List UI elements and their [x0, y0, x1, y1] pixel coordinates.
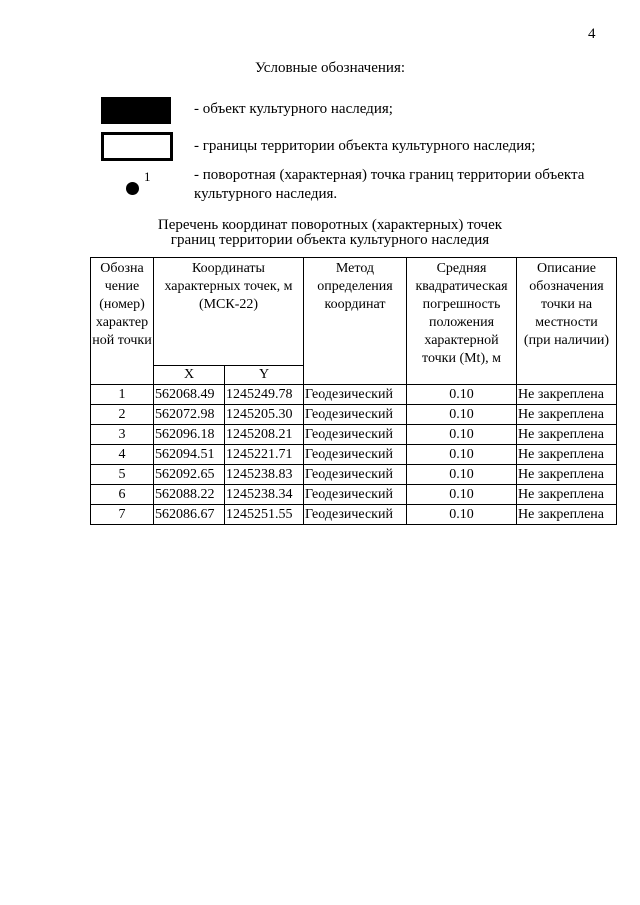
cell-point: 6 [91, 485, 154, 505]
cell-point: 4 [91, 445, 154, 465]
cell-method: Геодезический [304, 445, 407, 465]
coordinates-table [90, 257, 617, 525]
header-coords [154, 258, 304, 366]
cell-y: 1245251.55 [225, 505, 304, 525]
table-row [91, 485, 617, 505]
cell-method: Геодезический [304, 405, 407, 425]
legend-item-turning-point: - поворотная (характерная) точка границ территории объекта культурного наследия. [194, 167, 585, 202]
cell-x: 562094.51 [154, 445, 225, 465]
coordinates-list-title-line1: Перечень координат поворотных (характерных) точек [157, 217, 503, 233]
cell-description: Не закреплена [517, 385, 617, 405]
cell-point: 1 [91, 385, 154, 405]
legend-title: Условные обозначения: [254, 60, 406, 76]
cell-error: 0.10 [407, 505, 517, 525]
table-row [91, 425, 617, 445]
table-row [91, 465, 617, 485]
cell-y: 1245208.21 [225, 425, 304, 445]
cell-point: 3 [91, 425, 154, 445]
turning-point-dot-label: 1 [144, 169, 151, 184]
cell-method: Геодезический [304, 485, 407, 505]
cell-error: 0.10 [407, 485, 517, 505]
table-row [91, 505, 617, 525]
cell-error: 0.10 [407, 465, 517, 485]
cell-description: Не закреплена [517, 485, 617, 505]
cell-method: Геодезический [304, 465, 407, 485]
cell-point: 5 [91, 465, 154, 485]
cell-x: 562072.98 [154, 405, 225, 425]
cell-y: 1245238.34 [225, 485, 304, 505]
header-method-label: Метод определения координат [317, 261, 393, 312]
cell-description: Не закреплена [517, 445, 617, 465]
cell-y: 1245221.71 [225, 445, 304, 465]
cell-method: Геодезический [304, 385, 407, 405]
cell-point: 7 [91, 505, 154, 525]
coordinates-list-title [0, 218, 640, 248]
cell-y: 1245249.78 [225, 385, 304, 405]
cell-x: 562088.22 [154, 485, 225, 505]
cell-x: 562092.65 [154, 465, 225, 485]
legend-item-territory-boundary: - границы территории объекта культурного наследия; [194, 138, 536, 154]
cell-y: 1245205.30 [225, 405, 304, 425]
cell-description: Не закреплена [517, 405, 617, 425]
header-error [407, 258, 517, 385]
cell-error: 0.10 [407, 385, 517, 405]
territory-boundary-symbol [101, 132, 173, 161]
header-point-label: Обозна чение (номер) характер ной точки [92, 261, 152, 348]
turning-point-dot-icon [126, 182, 139, 195]
table-row [91, 405, 617, 425]
heritage-object-symbol [101, 97, 171, 124]
cell-description: Не закреплена [517, 505, 617, 525]
header-point [91, 258, 154, 385]
cell-x: 562086.67 [154, 505, 225, 525]
coordinates-list-title-line2: границ территории объекта культурного наследия [170, 232, 490, 248]
cell-description: Не закреплена [517, 465, 617, 485]
header-method [304, 258, 407, 385]
header-y: Y [225, 365, 304, 384]
cell-x: 562068.49 [154, 385, 225, 405]
table-row [91, 385, 617, 405]
header-coords-label: Координаты характерных точек, м (МСК-22) [164, 261, 293, 312]
table-header-row [91, 258, 617, 366]
page-number: 4 [588, 26, 596, 42]
cell-method: Геодезический [304, 505, 407, 525]
table-row [91, 445, 617, 465]
header-description-label: Описание обозначения точки на местности (при наличии) [523, 261, 610, 348]
cell-x: 562096.18 [154, 425, 225, 445]
cell-error: 0.10 [407, 445, 517, 465]
cell-error: 0.10 [407, 425, 517, 445]
cell-point: 2 [91, 405, 154, 425]
cell-y: 1245238.83 [225, 465, 304, 485]
legend-item-heritage-object: - объект культурного наследия; [194, 101, 393, 117]
cell-method: Геодезический [304, 425, 407, 445]
header-description [517, 258, 617, 385]
cell-error: 0.10 [407, 405, 517, 425]
header-x: X [154, 365, 225, 384]
header-error-label: Средняя квадратическая погрешность положения характерной точки (Mt), м [415, 261, 508, 366]
cell-description: Не закреплена [517, 425, 617, 445]
